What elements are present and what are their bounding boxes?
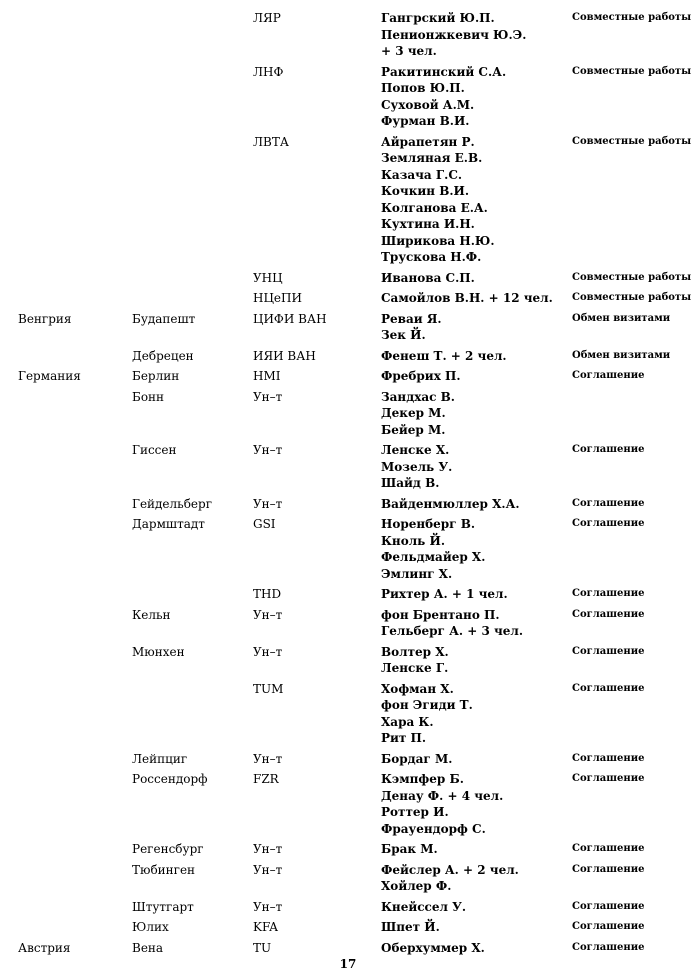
person-name: Бейер М.	[381, 422, 446, 437]
institution-cell: FZR	[253, 772, 279, 786]
institution-cell: KFA	[253, 920, 278, 934]
table-row	[0, 442, 696, 496]
table-row	[0, 389, 696, 443]
cooperation-form-cell: Соглашение	[572, 843, 645, 854]
country-cell: Германия	[18, 369, 81, 383]
person-name: Суховой А.М.	[381, 97, 475, 112]
people-cell	[381, 940, 485, 957]
institution-cell: Ун–т	[253, 644, 283, 659]
person-name: Фребрих П.	[381, 369, 461, 383]
person-name: Казача Г.С.	[381, 167, 463, 182]
people-cell	[381, 681, 473, 747]
person-name: Хойлер Ф.	[381, 879, 452, 893]
person-name: Мозель У.	[381, 459, 453, 474]
table-row	[0, 64, 696, 134]
table-row	[0, 919, 696, 940]
institution-cell: Ун–т	[253, 607, 283, 622]
person-name: Шайд В.	[381, 476, 440, 490]
person-name: Зандхас В.	[381, 389, 455, 404]
country-cell: Австрия	[18, 940, 71, 955]
cooperation-form-cell: Соглашение	[572, 518, 645, 529]
city-cell: Будапешт	[132, 311, 196, 326]
people-cell	[381, 64, 506, 130]
cooperation-form-cell: Соглашение	[572, 608, 645, 620]
person-name: Хара К.	[381, 714, 434, 729]
table-row	[0, 751, 696, 772]
city-cell: Дебрецен	[132, 348, 194, 363]
table-row	[0, 771, 696, 841]
person-name: Декер М.	[381, 406, 446, 420]
cooperation-form-cell: Соглашение	[572, 941, 645, 953]
city-cell: Кельн	[132, 607, 171, 622]
cooperation-form-cell: Соглашение	[572, 900, 645, 912]
cooperation-form-cell: Соглашение	[572, 752, 645, 764]
person-name: Денау Ф. + 4 чел.	[381, 788, 504, 803]
person-name: Гельберг А. + 3 чел.	[381, 624, 524, 638]
person-name: Земляная Е.В.	[381, 151, 483, 165]
person-name: Волтер Х.	[381, 644, 449, 659]
people-cell	[381, 134, 495, 266]
cooperation-form-cell: Обмен визитами	[572, 312, 671, 324]
city-cell: Вена	[132, 940, 164, 955]
institution-cell: HMI	[253, 369, 281, 383]
institution-cell: TUM	[253, 681, 284, 696]
institution-cell: Ун–т	[253, 862, 283, 877]
person-name: Шпет Й.	[381, 920, 440, 934]
city-cell: Лейпциг	[132, 751, 188, 766]
person-name: Оберхуммер Х.	[381, 940, 485, 955]
person-name: Фрауендорф С.	[381, 821, 486, 836]
person-name: Норенберг В.	[381, 517, 476, 531]
institution-cell: TU	[253, 940, 272, 955]
cooperation-form-cell: Совместные работы	[572, 12, 692, 23]
people-cell	[381, 10, 526, 60]
person-name: фон Брентано П.	[381, 607, 500, 622]
person-name: Попов Ю.П.	[381, 81, 465, 95]
person-name: Фенеш Т. + 2 чел.	[381, 348, 507, 363]
person-name: Самойлов В.Н. + 12 чел.	[381, 291, 553, 305]
cooperation-table	[0, 10, 696, 960]
person-name: Кочкин В.И.	[381, 184, 470, 198]
table-row	[0, 899, 696, 920]
country-cell: Венгрия	[18, 311, 72, 326]
institution-cell: УНЦ	[253, 270, 283, 285]
cooperation-form-cell: Соглашение	[572, 370, 645, 381]
city-cell: Дармштадт	[132, 517, 205, 531]
person-name: Роттер И.	[381, 805, 449, 819]
person-name: Кухтина И.Н.	[381, 217, 475, 231]
city-cell: Регенсбург	[132, 842, 204, 856]
cooperation-form-cell: Совместные работы	[572, 65, 692, 77]
institution-cell: ЛВТА	[253, 134, 289, 149]
table-row	[0, 586, 696, 607]
person-name: Фельдмайер Х.	[381, 550, 486, 564]
people-cell	[381, 644, 449, 677]
people-cell	[381, 389, 455, 439]
institution-cell: Ун–т	[253, 496, 283, 511]
institution-cell: THD	[253, 587, 282, 601]
person-name: + 3 чел.	[381, 44, 437, 58]
cooperation-form-cell: Соглашение	[572, 921, 645, 932]
person-name: Кэмпфер Б.	[381, 772, 464, 786]
institution-cell: ИЯИ ВАН	[253, 348, 316, 363]
table-row	[0, 607, 696, 644]
person-name: Ленске Х.	[381, 443, 450, 457]
people-cell	[381, 586, 508, 603]
institution-cell: НЦеПИ	[253, 291, 302, 305]
cooperation-form-cell: Соглашение	[572, 444, 645, 455]
people-cell	[381, 841, 438, 858]
city-cell: Юлих	[132, 920, 169, 934]
person-name: Гангрский Ю.П.	[381, 11, 495, 25]
person-name: Трускова Н.Ф.	[381, 250, 482, 264]
people-cell	[381, 290, 553, 307]
person-name: Ширикова Н.Ю.	[381, 233, 495, 248]
person-name: Хофман Х.	[381, 681, 454, 696]
person-name: Фейслер А. + 2 чел.	[381, 862, 519, 877]
person-name: Рит П.	[381, 731, 427, 745]
table-row	[0, 368, 696, 389]
people-cell	[381, 862, 519, 895]
city-cell: Берлин	[132, 369, 180, 383]
people-cell	[381, 771, 503, 837]
city-cell: Гиссен	[132, 443, 177, 457]
person-name: фон Эгиди Т.	[381, 698, 473, 712]
people-cell	[381, 919, 440, 936]
people-cell	[381, 496, 520, 513]
cooperation-form-cell: Соглашение	[572, 588, 645, 599]
city-cell: Гейдельберг	[132, 496, 212, 511]
institution-cell: Ун–т	[253, 899, 283, 914]
table-row	[0, 496, 696, 517]
people-cell	[381, 348, 507, 365]
institution-cell: Ун–т	[253, 443, 283, 457]
people-cell	[381, 899, 466, 916]
page-number: 17	[339, 957, 357, 971]
person-name: Брак М.	[381, 842, 438, 856]
person-name: Фурман В.И.	[381, 114, 470, 128]
table-row	[0, 348, 696, 369]
institution-cell: GSI	[253, 517, 276, 531]
cooperation-form-cell: Соглашение	[572, 863, 645, 875]
city-cell: Бонн	[132, 389, 165, 404]
city-cell: Мюнхен	[132, 644, 185, 659]
cooperation-form-cell: Обмен визитами	[572, 349, 671, 361]
person-name: Кнейссел У.	[381, 899, 467, 914]
cooperation-form-cell: Соглашение	[572, 682, 645, 694]
table-row	[0, 290, 696, 311]
person-name: Бордаг М.	[381, 751, 453, 766]
cooperation-form-cell: Соглашение	[572, 645, 645, 657]
institution-cell: Ун–т	[253, 842, 283, 856]
institution-cell: ЛНФ	[253, 64, 284, 79]
person-name: Иванова С.П.	[381, 270, 475, 285]
table-row	[0, 311, 696, 348]
city-cell: Тюбинген	[132, 862, 196, 877]
people-cell	[381, 442, 452, 492]
person-name: Кноль Й.	[381, 533, 446, 548]
person-name: Вайденмюллер Х.А.	[381, 496, 520, 511]
people-cell	[381, 270, 475, 287]
person-name: Айрапетян Р.	[381, 134, 475, 149]
person-name: Эмлинг Х.	[381, 566, 453, 581]
table-row	[0, 644, 696, 681]
city-cell: Штутгарт	[132, 899, 194, 914]
institution-cell: ЛЯР	[253, 11, 281, 25]
person-name: Зек Й.	[381, 328, 426, 342]
table-row	[0, 516, 696, 586]
institution-cell: Ун–т	[253, 389, 283, 404]
cooperation-form-cell: Совместные работы	[572, 271, 692, 283]
table-row	[0, 681, 696, 751]
table-row	[0, 134, 696, 270]
person-name: Реваи Я.	[381, 311, 442, 326]
people-cell	[381, 751, 452, 768]
cooperation-form-cell: Соглашение	[572, 497, 645, 509]
cooperation-form-cell: Совместные работы	[572, 292, 692, 303]
people-cell	[381, 311, 442, 344]
person-name: Пенионжкевич Ю.Э.	[381, 27, 527, 42]
table-row	[0, 270, 696, 291]
institution-cell: ЦИФИ ВАН	[253, 311, 327, 326]
people-cell	[381, 516, 485, 582]
table-row	[0, 841, 696, 862]
person-name: Рихтер А. + 1 чел.	[381, 587, 508, 601]
cooperation-form-cell: Соглашение	[572, 773, 645, 784]
table-row	[0, 862, 696, 899]
people-cell	[381, 607, 523, 640]
institution-cell: Ун–т	[253, 751, 283, 766]
person-name: Колганова Е.А.	[381, 200, 488, 215]
cooperation-form-cell: Совместные работы	[572, 135, 692, 147]
person-name: Ленске Г.	[381, 661, 449, 675]
table-row	[0, 10, 696, 64]
people-cell	[381, 368, 461, 385]
city-cell: Россендорф	[132, 772, 208, 786]
person-name: Ракитинский С.А.	[381, 64, 507, 79]
